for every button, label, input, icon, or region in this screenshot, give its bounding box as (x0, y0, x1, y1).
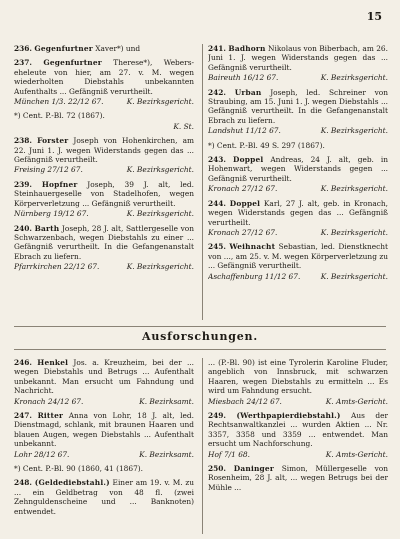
entry-footer (14, 262, 194, 271)
entry-text: Xaver*) und (95, 44, 141, 53)
entry-number: 249. (208, 411, 227, 421)
notice-entry (14, 411, 194, 459)
entry-name: (Werthpapierdiebstahl.) (236, 411, 341, 421)
entry-place-date: München 1/3. 22/12 67. (14, 97, 104, 107)
entry-authority: K. Bezirksamt. (139, 396, 194, 406)
left-column-top (14, 44, 194, 320)
notice-entry (208, 358, 388, 406)
entry-text: Anna von Lohr, 18 J. alt, led. Dienstmagd, schlank, mit braunen Haaren und blauen Augen, wegen Diebstahls ... Aufenthalt unbekannt. (14, 411, 194, 449)
notice-entry (208, 155, 388, 194)
entry-name: Barth (34, 223, 60, 233)
entry-name: Doppel (229, 198, 261, 208)
page-number: 15 (366, 10, 382, 23)
entry-name: Gegenfurtner (34, 44, 93, 53)
entry-footer (14, 397, 194, 406)
entry-footer (14, 209, 194, 218)
section-rule-top (14, 326, 386, 327)
entry-number: 236. (14, 44, 33, 53)
entry-name: Doppel (232, 155, 264, 165)
notice-entry (208, 88, 388, 136)
right-column-bottom (208, 358, 388, 534)
entry-footer (14, 450, 194, 459)
entry-number: 244. (208, 198, 227, 208)
entry-number: 238. (14, 136, 33, 146)
entry-place-date: Freising 27/12 67. (14, 165, 83, 175)
entry-text: Jos. a. Kreuzheim, bei der ... wegen Diebstahls und Betrugs ... Aufenthalt unbekannt. Man ersucht um Fahndung und Nachricht. (14, 358, 194, 396)
entry-text: Aus der Rechtsanwaltkanzlei ... wurden Aktien ... Nr. 3357, 3358 und 3359 ... entwendet. Man ersucht um Nachforschung. (208, 411, 388, 449)
footnote (208, 141, 388, 150)
notice-entry (14, 58, 194, 106)
entry-number: 242. (208, 87, 227, 97)
entry-footer (208, 397, 388, 406)
entry-number: 245. (208, 242, 227, 252)
entry-place-date: Landshut 11/12 67. (208, 126, 281, 136)
notice-entry (208, 464, 388, 492)
entry-number: 240. (14, 223, 33, 233)
entry-text: Sebastian, led. Dienstknecht von ..., am 25. v. M. wegen Körperverletzung zu ... Gefängniß verurtheilt. (208, 242, 388, 271)
entry-footer (208, 272, 388, 281)
entry-authority: K. Bezirksgericht. (320, 271, 388, 281)
entry-place-date: Hof 7/1 68. (208, 449, 250, 459)
notice-entry (14, 44, 194, 53)
entry-number: 246. (14, 358, 33, 367)
notice-entry (208, 199, 388, 238)
entry-place-date: Aschaffenburg 11/12 67. (208, 271, 301, 281)
notice-entry (14, 358, 194, 406)
entry-text: Einer am 19. v. M. zu ... ein Geldbetrag von 48 fl. (zwei Zehnguldenscheine und ... Banknoten) entwendet. (14, 478, 194, 516)
entry-footer (208, 184, 388, 193)
entry-name: Gegenfurtner (43, 58, 102, 68)
section-heading: Ausforschungen. (142, 330, 258, 343)
entry-name: Forster (37, 136, 69, 146)
notice-entry (208, 242, 388, 281)
entry-number: 248. (14, 478, 33, 488)
entry-number: 243. (208, 155, 227, 165)
entry-text: *) Cent. P.-Bl. 49 S. 297 (1867). (208, 140, 325, 150)
entry-footer (14, 165, 194, 174)
entry-place-date: Baireuth 16/12 67. (208, 73, 279, 83)
entry-authority: K. Bezirksgericht. (126, 165, 194, 175)
entry-name: Hopfner (41, 179, 78, 189)
entry-footer (208, 228, 388, 237)
entry-text: *) Cent. P.-Bl. 72 (1867). (14, 111, 105, 121)
entry-place-date: Pfarrkirchen 22/12 67. (14, 262, 100, 272)
entry-authority: K. Bezirksgericht. (320, 73, 388, 83)
entry-number: 237. (14, 58, 33, 68)
entry-name: Badhorn (228, 44, 266, 53)
entry-authority: K. Amts-Gericht. (325, 449, 388, 459)
entry-name: Ritter (37, 411, 64, 421)
entry-footer (14, 97, 194, 106)
entry-authority: K. Bezirksgericht. (320, 126, 388, 136)
entry-text: Simon, Müllergeselle von Rosenheim, 28 J. alt, ... wegen Betrugs bei der Mühle ... (208, 464, 388, 492)
entry-number: 241. (208, 44, 227, 53)
notice-entry (208, 44, 388, 83)
entry-name: Weihnacht (229, 242, 276, 252)
notice-entry (208, 411, 388, 459)
entry-place-date: Miesbach 24/12 67. (208, 396, 282, 406)
entry-text: *) Cent. P.-Bl. 90 (1860, 41 (1867). (14, 464, 144, 474)
entry-text: Joseph, 28 J. alt, Sattlergeselle von Schwarzenbach, wegen Diebstahls zu einer ... Gefängniß verurtheilt. In die Gefangenanstalt Ebrach zu liefern. (14, 223, 194, 261)
entry-text: Karl, 27 J. alt, geb. in Kronach, wegen Widerstands gegen das ... Gefängniß verurtheilt. (208, 198, 388, 227)
entry-text: Joseph, 39 J. alt, led. Steinhauergeselle von Stadelhofen, wegen Körperverletzung ... Gefängniß verurtheilt. (14, 179, 194, 208)
entry-text: ... (P.-Bl. 90) ist eine Tyrolerin Karoline Fluder, angeblich von Innsbruck, mit schwarzen Haaren, wegen Diebstahls zu ermitteln ... Es wird um Fahndung ersucht. (208, 358, 388, 396)
entry-authority: K. Bezirksgericht. (320, 184, 388, 194)
notice-entry (14, 224, 194, 272)
entry-authority: K. Bezirksgericht. (126, 97, 194, 107)
column-divider-top (202, 44, 203, 320)
entry-place-date: Lohr 28/12 67. (14, 449, 70, 459)
entry-authority: K. St. (173, 121, 194, 131)
entry-text: Andreas, 24 J. alt, geb. in Hohenwart, wegen Widerstands gegen ... Gefängniß verurtheilt. (208, 155, 388, 183)
section-rule-bottom (14, 349, 386, 350)
entry-place-date: Kronach 24/12 67. (14, 396, 84, 406)
entry-authority: K. Bezirksamt. (139, 449, 194, 459)
entry-text: Therese*), Webers-eheleute von hier, am 27. v. M. wegen wiederholten Diebstahls unbekannten Aufenthalts ... Gefängniß verurtheilt. (14, 58, 194, 96)
entry-footer (14, 122, 194, 131)
entry-authority: K. Bezirksgericht. (320, 227, 388, 237)
entry-authority: K. Amts-Gericht. (325, 396, 388, 406)
entry-text: Joseph, led. Schreiner von Straubing, am 15. Juni 1. J. wegen Diebstahls ... Gefängniß verurtheilt. In die Gefangenanstalt Ebrach zu liefern. (208, 87, 388, 125)
entry-place-date: Kronach 27/12 67. (208, 227, 278, 237)
entry-name: Daninger (233, 464, 274, 474)
notice-entry (14, 136, 194, 175)
right-column-top (208, 44, 388, 320)
entry-place-date: Nürnberg 19/12 67. (14, 209, 89, 219)
entry-name: Urban (234, 87, 262, 97)
entry-authority: K. Bezirksgericht. (126, 209, 194, 219)
entry-text: Nikolaus von Biberbach, am 26. Juni 1. J. wegen Widerstands gegen das ... Gefängniß verurtheilt. (208, 44, 388, 72)
left-column-bottom (14, 358, 194, 534)
entry-name: (Geldediebstahl.) (34, 478, 110, 488)
footnote (14, 111, 194, 131)
entry-number: 250. (208, 464, 227, 474)
entry-footer (208, 73, 388, 82)
entry-footer (208, 126, 388, 135)
entry-name: Henkel (37, 358, 69, 367)
entry-footer (208, 450, 388, 459)
notice-entry (14, 180, 194, 219)
notice-entry (14, 478, 194, 516)
footnote (14, 464, 194, 473)
entry-number: 239. (14, 179, 33, 189)
entry-number: 247. (14, 411, 33, 421)
column-divider-bottom (202, 358, 203, 534)
entry-authority: K. Bezirksgericht. (126, 262, 194, 272)
entry-place-date: Kronach 27/12 67. (208, 184, 278, 194)
entry-text: Joseph von Hohenkirchen, am 22. Juni 1. J. wegen Widerstands gegen das ... Gefängniß verurtheilt. (14, 136, 194, 165)
